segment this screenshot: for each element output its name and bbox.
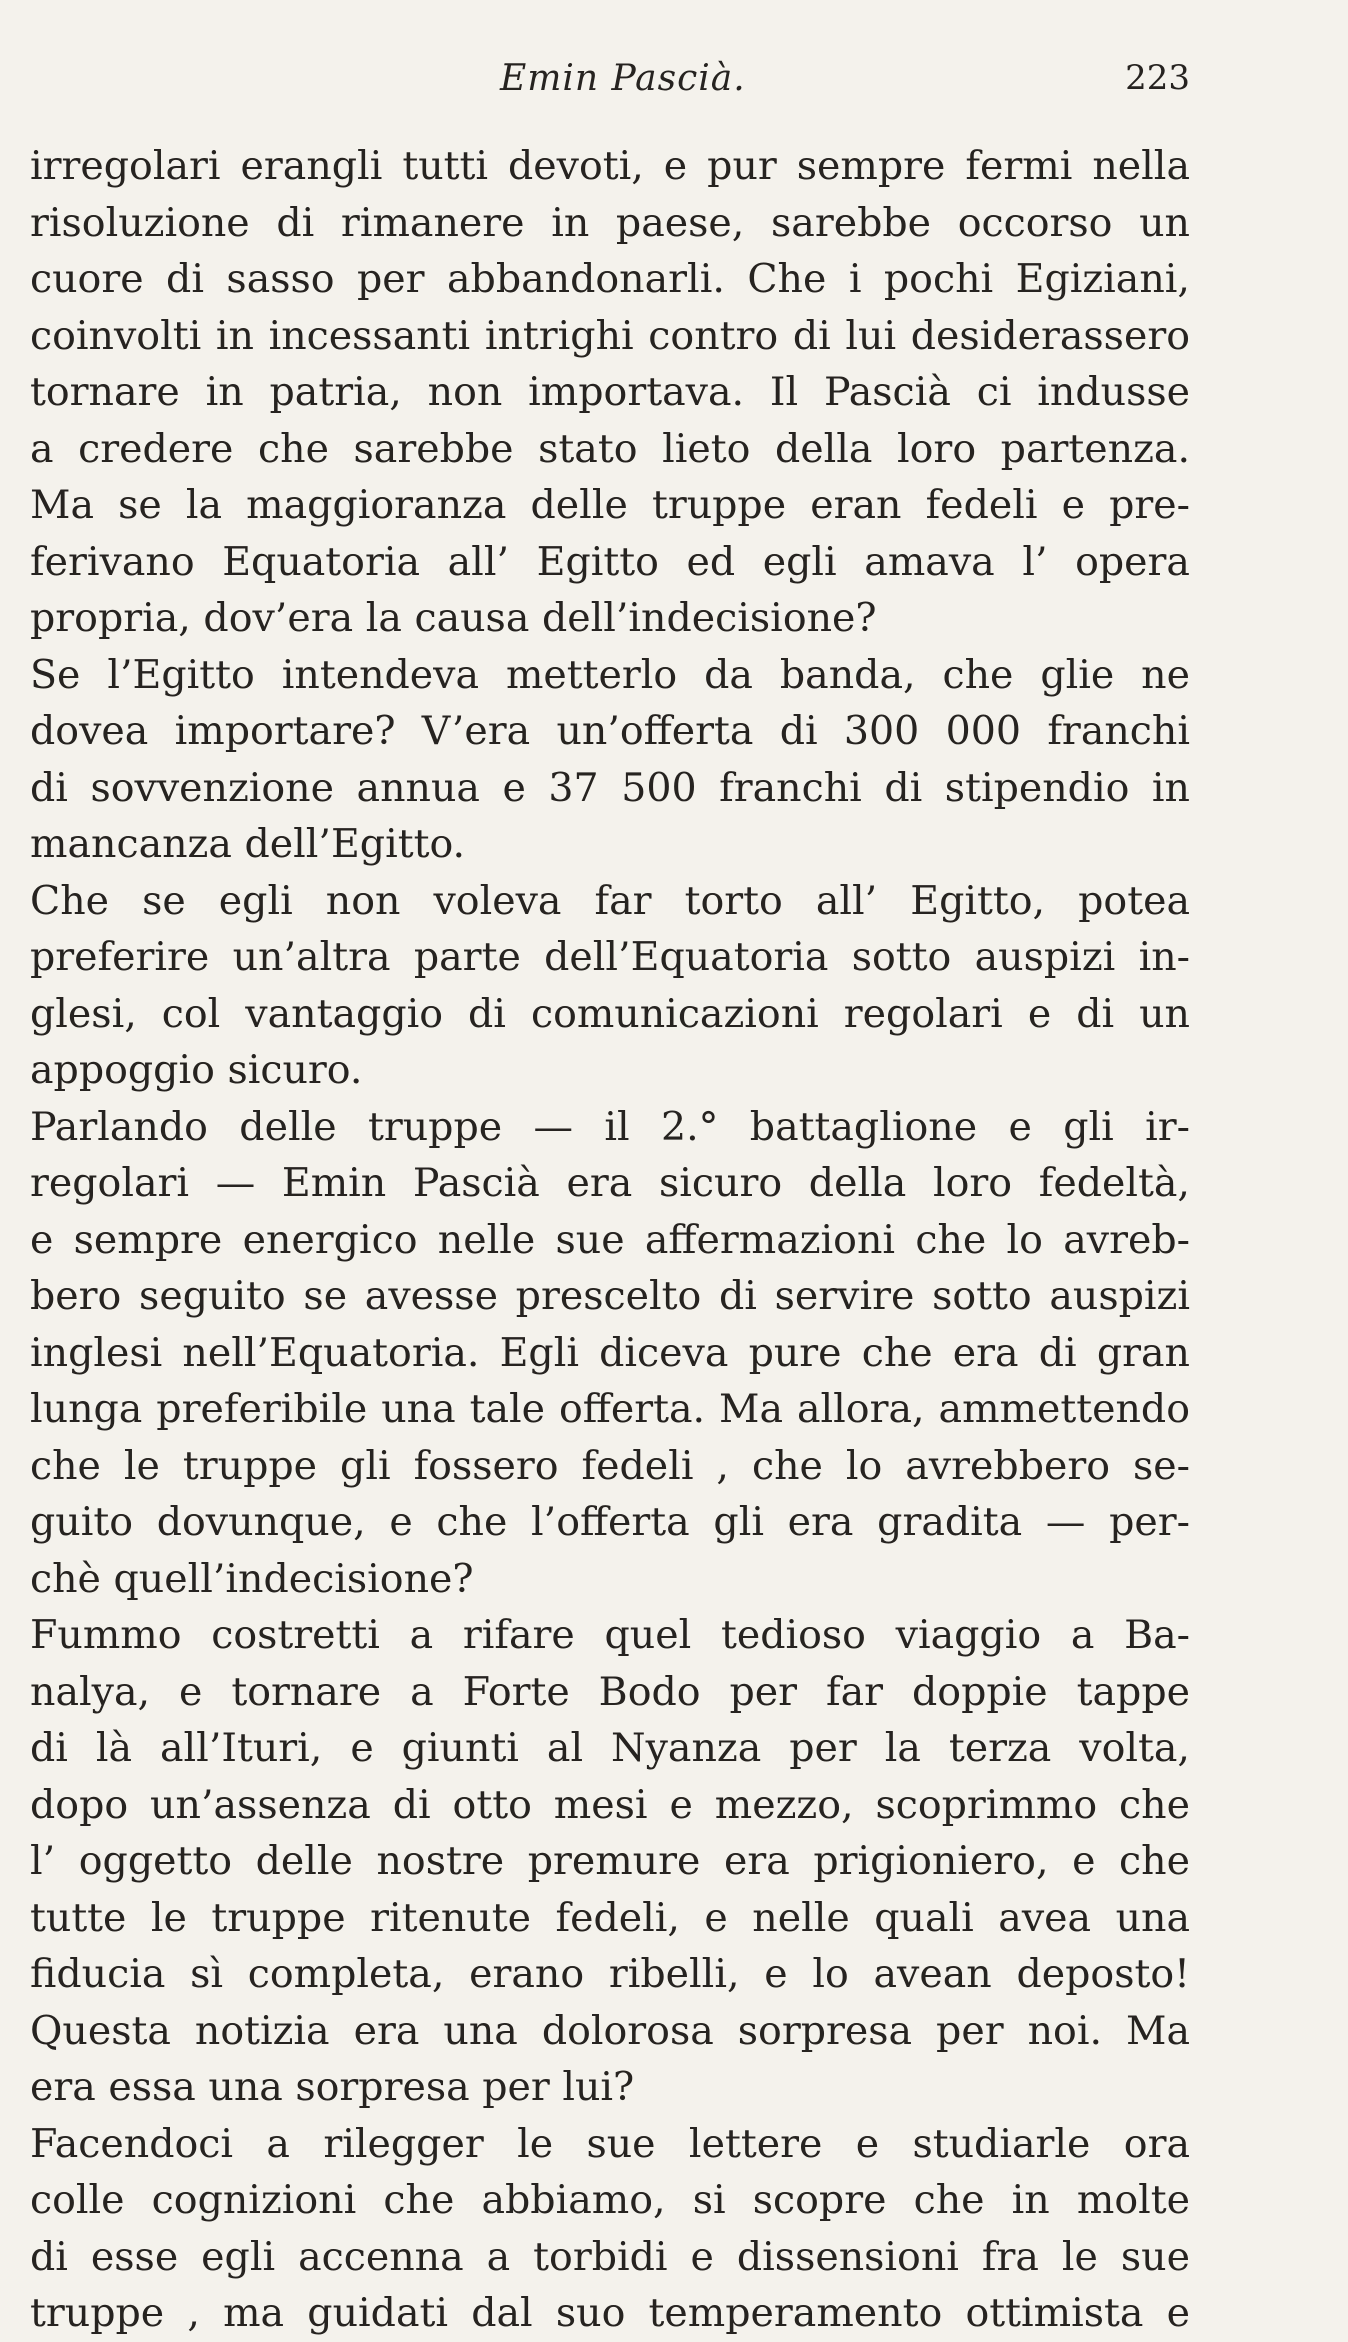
text-line: Questa notizia era una dolorosa sorpresa per noi. Ma	[30, 2007, 1190, 2054]
text-line: Ma se la maggioranza delle truppe eran fedeli e pre-	[30, 482, 1190, 528]
text-line: Fummo costretti a rifare quel tedioso viaggio a Ba-	[30, 1612, 1190, 1658]
text-line: Che se egli non voleva far torto all’ Egitto, potea	[30, 877, 1190, 924]
text-line: bero seguito se avesse prescelto di servire sotto auspizi	[30, 1273, 1190, 1319]
text-line: regolari — Emin Pascià era sicuro della loro fedeltà,	[30, 1160, 1190, 1206]
page-number: 223	[1125, 58, 1190, 98]
text-line: ferivano Equatoria all’ Egitto ed egli amava l’ opera	[30, 538, 1190, 585]
text-line: Parlando delle truppe — il 2.° battaglione e gli ir-	[30, 1103, 1190, 1150]
text-line: a credere che sarebbe stato lieto della loro partenza.	[30, 425, 1190, 472]
text-line: inglesi nell’Equatoria. Egli diceva pure che era di gran	[30, 1329, 1190, 1376]
text-line: truppe , ma guidati dal suo temperamento ottimista e	[30, 2290, 1190, 2336]
text-line: l’ oggetto delle nostre premure era prigioniero, e che	[30, 1838, 1190, 1884]
text-line: dovea importare? V’era un’offerta di 300 000 franchi	[30, 708, 1190, 754]
paragraph-end-line: era essa una sorpresa per lui?	[30, 2064, 635, 2110]
text-line: cuore di sasso per abbandonarli. Che i pochi Egiziani,	[30, 256, 1190, 302]
text-line: che le truppe gli fossero fedeli , che lo avrebbero se-	[30, 1442, 1190, 1489]
text-line: e sempre energico nelle sue affermazioni che lo avreb-	[30, 1216, 1190, 1263]
text-line: preferire un’altra parte dell’Equatoria sotto auspizi in-	[30, 934, 1190, 980]
paragraph-end-line: appoggio sicuro.	[30, 1047, 363, 1093]
text-line: tornare in patria, non importava. Il Pascià ci indusse	[30, 369, 1190, 415]
paragraph-end-line: propria, dov’era la causa dell’indecisione?	[30, 595, 877, 641]
text-line: di là all’Ituri, e giunti al Nyanza per la terza volta,	[30, 1725, 1190, 1771]
text-line: di esse egli accenna a torbidi e dissensioni fra le sue	[30, 2233, 1190, 2280]
body-text	[30, 138, 1190, 2342]
running-title: Emin Pascià.	[500, 58, 746, 99]
text-line: lunga preferibile una tale offerta. Ma allora, ammettendo	[30, 1386, 1190, 1432]
paragraph-end-line: mancanza dell’Egitto.	[30, 821, 466, 867]
text-line: colle cognizioni che abbiamo, si scopre che in molte	[30, 2177, 1190, 2223]
text-line: dopo un’assenza di otto mesi e mezzo, scoprimmo che	[30, 1781, 1190, 1828]
text-line: Facendoci a rilegger le sue lettere e studiarle ora	[30, 2120, 1190, 2167]
text-line: coinvolti in incessanti intrighi contro di lui desiderassero	[30, 312, 1190, 359]
text-line: irregolari erangli tutti devoti, e pur sempre fermi nella	[30, 143, 1190, 189]
text-line: fiducia sì completa, erano ribelli, e lo avean deposto!	[30, 1951, 1190, 1997]
text-line: di sovvenzione annua e 37 500 franchi di stipendio in	[30, 764, 1190, 811]
text-line: nalya, e tornare a Forte Bodo per far doppie tappe	[30, 1668, 1190, 1715]
text-line: tutte le truppe ritenute fedeli, e nelle quali avea una	[30, 1894, 1190, 1941]
text-line: risoluzione di rimanere in paese, sarebbe occorso un	[30, 199, 1190, 246]
text-line: guito dovunque, e che l’offerta gli era gradita — per-	[30, 1499, 1190, 1545]
page-header	[30, 58, 1190, 118]
text-line: glesi, col vantaggio di comunicazioni regolari e di un	[30, 990, 1190, 1037]
text-line: Se l’Egitto intendeva metterlo da banda, che glie ne	[30, 651, 1190, 698]
paragraph-end-line: chè quell’indecisione?	[30, 1555, 474, 1602]
